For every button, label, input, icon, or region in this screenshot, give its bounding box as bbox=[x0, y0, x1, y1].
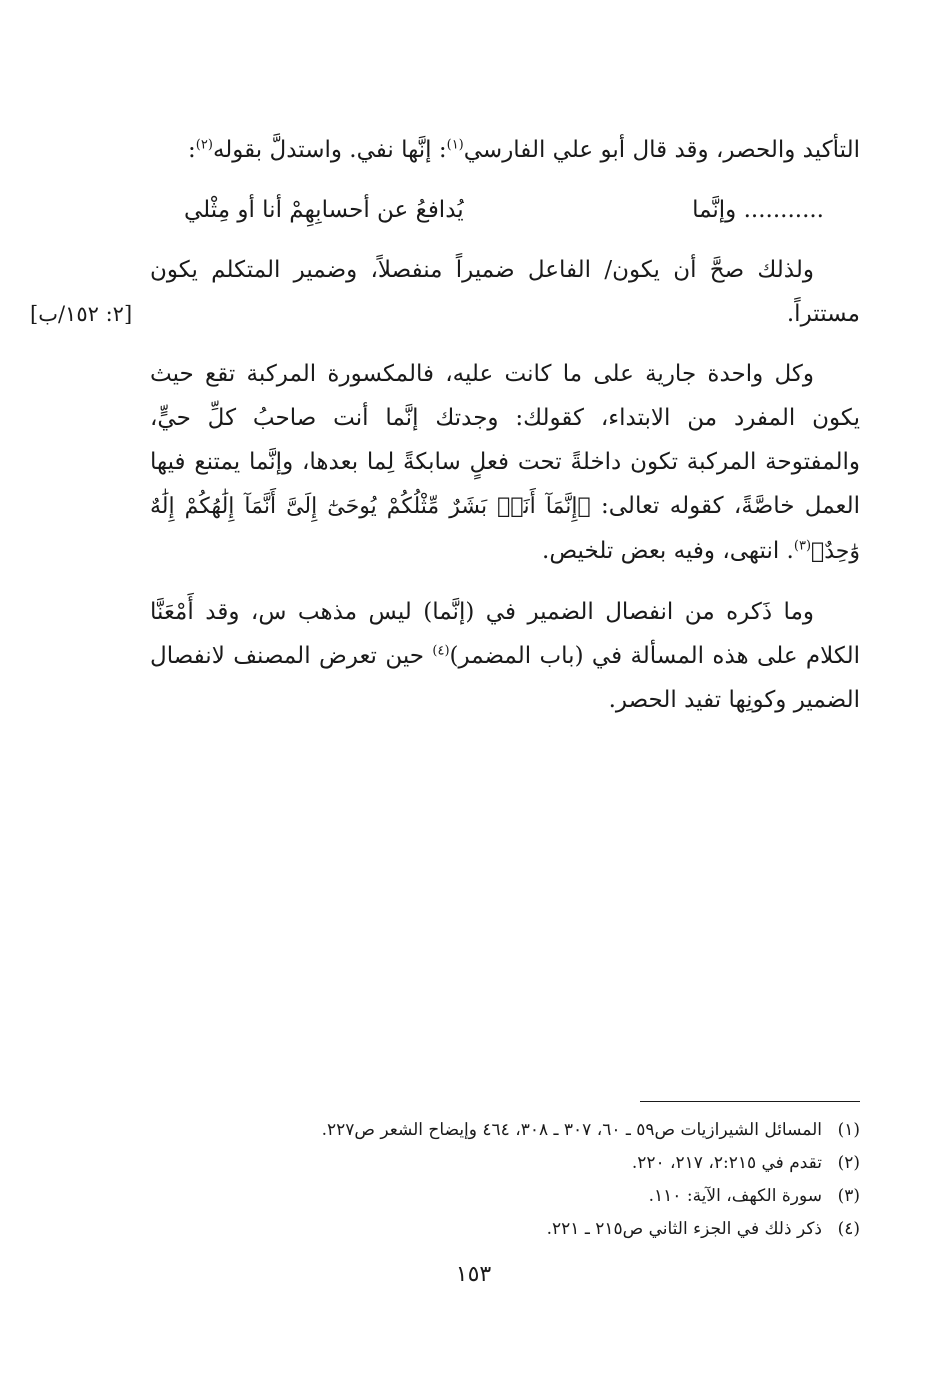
footnote-separator bbox=[640, 1101, 860, 1102]
footnote-number: (١) bbox=[837, 1120, 860, 1140]
footnote-number: (٣) bbox=[837, 1186, 860, 1206]
footnote-ref-2[interactable]: (٢) bbox=[195, 137, 213, 153]
paragraph-3: وكل واحدة جارية على ما كانت عليه، فالمكسورة المركبة تقع حيث يكون المفرد من الابتداء، كقولك: وجدتك إنَّما أنت صاحبُ كلِّ حيٍّ، والمفتوحة المركبة تكون داخلةً تحت فعلٍ سابكةً لِما بعدها، وإنَّما يمتنع فيها العمل خاصَّةً، كقوله تعالى: ﴿إِنَّمَآ أَنَا۠ بَشَرٌ مِّثْلُكُمْ يُوحَىٰٓ إِلَىَّ أَنَّمَآ إِلَٰهُكُمْ إِلَٰهٌ وَٰحِدٌ﴾$^{(٣)}$. انتهى، وفيه بعض تلخيص. bbox=[150, 361, 860, 564]
paragraph-4: وما ذَكره من انفصال الضمير في (إنَّما) ليس مذهب س، وقد أَمْعَنَّا الكلام على هذه المسألة في (باب المضمر)$^{(٤)}$ حين تعرض المصنف لانفصال الضمير وكونِها تفيد الحصر. bbox=[150, 599, 860, 713]
footnote-ref-1[interactable]: (١) bbox=[446, 137, 464, 153]
footnote-ref-3[interactable]: (٣) bbox=[793, 538, 812, 554]
footnote-item bbox=[150, 1213, 860, 1246]
footnote-text: المسائل الشيرازيات ص٥٩ ـ ٦٠، ٣٠٧ ـ ٣٠٨، ٤٦٤ وإيضاح الشعر ص٢٢٧. bbox=[321, 1120, 822, 1140]
footnote-ref-4[interactable]: (٤) bbox=[432, 643, 450, 659]
footnote-item bbox=[150, 1114, 860, 1147]
page-number: ١٥٣ bbox=[455, 1262, 492, 1287]
footnote-number: (٤) bbox=[837, 1219, 860, 1239]
footnote-text: تقدم في ٢:٢١٥، ٢١٧، ٢٢٠. bbox=[631, 1153, 822, 1173]
footnote-text: سورة الكهف، الآية: ١١٠. bbox=[648, 1186, 822, 1206]
footnote-text: ذكر ذلك في الجزء الثاني ص٢١٥ ـ ٢٢١. bbox=[546, 1219, 822, 1239]
verse-first-hemistich: ........... وإنَّما bbox=[692, 197, 824, 223]
verse-second-hemistich: يُدافعُ عن أحسابِهِمْ أنا أو مِثْلي bbox=[184, 197, 464, 223]
footnotes bbox=[150, 1114, 860, 1246]
manuscript-folio-reference: [٢: ١٥٢/ب] bbox=[30, 302, 133, 326]
main-text bbox=[150, 128, 860, 738]
paragraph-2: ولذلك صحَّ أن يكون/ الفاعل ضميراً منفصلاً، وضمير المتكلم يكون مستتراً. bbox=[150, 257, 860, 327]
poetry-verse bbox=[184, 188, 860, 232]
footnote-item bbox=[150, 1147, 860, 1180]
paragraph-1: التأكيد والحصر، وقد قال أبو علي الفارسي$^{(١)}$: إنَّها نفي. واستدلَّ بقوله$^{(٢)}$: bbox=[188, 137, 860, 163]
footnote-number: (٢) bbox=[837, 1153, 860, 1173]
quran-verse: ﴿إِنَّمَآ أَنَا۠ بَشَرٌ مِّثْلُكُمْ يُوحَىٰٓ إِلَىَّ أَنَّمَآ إِلَٰهُكُمْ إِلَٰهٌ وَٰحِدٌ﴾ bbox=[150, 494, 860, 564]
footnote-item bbox=[150, 1180, 860, 1213]
